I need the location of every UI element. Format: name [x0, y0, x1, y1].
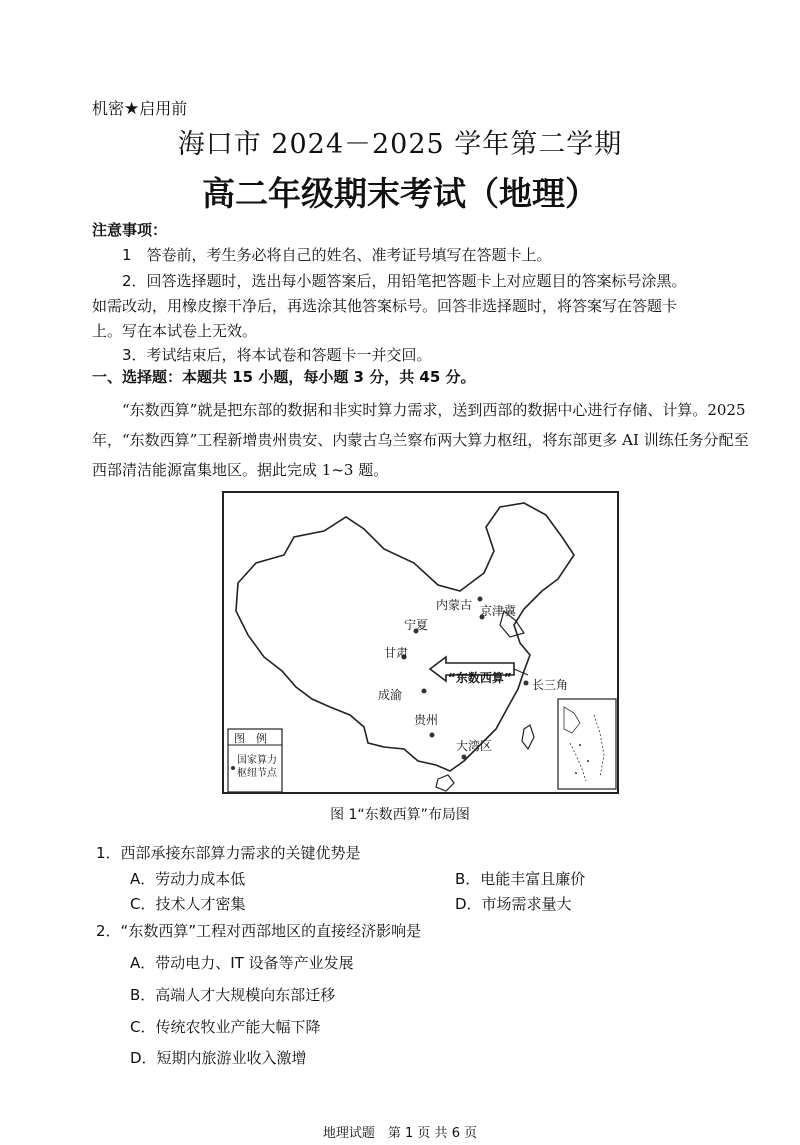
figure-caption: 图 1“东数西算”布局图: [330, 807, 470, 823]
map-label-chengyu: 成渝: [378, 688, 403, 702]
notice-item-2-line2: 如需改动，用橡皮擦干净后，再选涂其他答案标号。回答非选择题时，将答案写在答题卡: [92, 297, 678, 315]
secret-text: 机密: [92, 99, 125, 118]
page-footer: 地理试题 第 1 页 共 6 页: [322, 1126, 478, 1141]
map-label-ningxia: 宁夏: [404, 618, 429, 632]
legend-title: 图 例: [234, 732, 267, 745]
confidential-label: [92, 96, 187, 119]
map-arrow-label: “东数西算”: [448, 671, 512, 685]
question-2-option-b: B．高端人才大规模向东部迁移: [130, 986, 336, 1004]
question-1-option-d: D．市场需求量大: [455, 895, 572, 913]
map-label-gansu: 甘肃: [384, 646, 409, 660]
notice-item-1: 1 答卷前，考生务必将自己的姓名、准考证号填写在答题卡上。: [122, 246, 552, 264]
section-intro: “东数西算”就是把东部的数据和非实时算力需求，送到西部的数据中心进行存储、计算。2025 年，“东数西算”工程新增贵州贵安、内蒙古乌兰察布两大算力枢纽，将东部更多 AI 训练任务分配至西部清洁能源富集地区。据此完成 1~3 题。: [92, 401, 749, 479]
map-label-guizhou: 贵州: [414, 713, 439, 727]
question-2-option-a: A．带动电力、IT 设备等产业发展: [130, 954, 354, 972]
legend-item-line1: 国家算力: [237, 755, 277, 766]
question-1-option-a: A．劳动力成本低: [130, 870, 246, 888]
map-label-dawanqu: 大湾区: [456, 739, 493, 753]
map-figure: [222, 491, 619, 794]
start-text: 启用前: [139, 99, 188, 118]
map-label-neimenggu: 内蒙古: [436, 598, 473, 612]
question-1-stem: 1．西部承接东部算力需求的关键优势是: [96, 844, 361, 862]
question-1-option-c: C．技术人才密集: [130, 895, 246, 913]
exam-title-line2: 高二年级期末考试（地理）: [202, 174, 598, 213]
question-2-stem: 2．“东数西算”工程对西部地区的直接经济影响是: [96, 922, 422, 940]
notice-item-2-line1: 2．回答选择题时，选出每小题答案后，用铅笔把答题卡上对应题目的答案标号涂黑。: [122, 272, 687, 290]
legend-item-line2: 枢纽节点: [237, 768, 277, 779]
question-2-option-c: C．传统农牧业产能大幅下降: [130, 1018, 321, 1036]
notice-item-2-line3: 上。写在本试卷上无效。: [92, 322, 258, 340]
section-heading: 一、选择题：本题共 15 小题，每小题 3 分，共 45 分。: [92, 368, 476, 386]
notice-heading: 注意事项：: [92, 221, 168, 239]
map-label-jingjinji: 京津冀: [480, 604, 517, 618]
map-label-changsanjiao: 长三角: [532, 678, 569, 692]
notice-item-3: 3．考试结束后，将本试卷和答题卡一并交回。: [122, 346, 432, 364]
china-outline: [224, 493, 619, 794]
question-1-option-b: B．电能丰富且廉价: [455, 870, 586, 888]
star-icon: ★: [124, 99, 140, 119]
exam-title-line1: 海口市 2024－2025 学年第二学期: [177, 129, 623, 160]
question-2-option-d: D．短期内旅游业收入激增: [130, 1049, 307, 1067]
